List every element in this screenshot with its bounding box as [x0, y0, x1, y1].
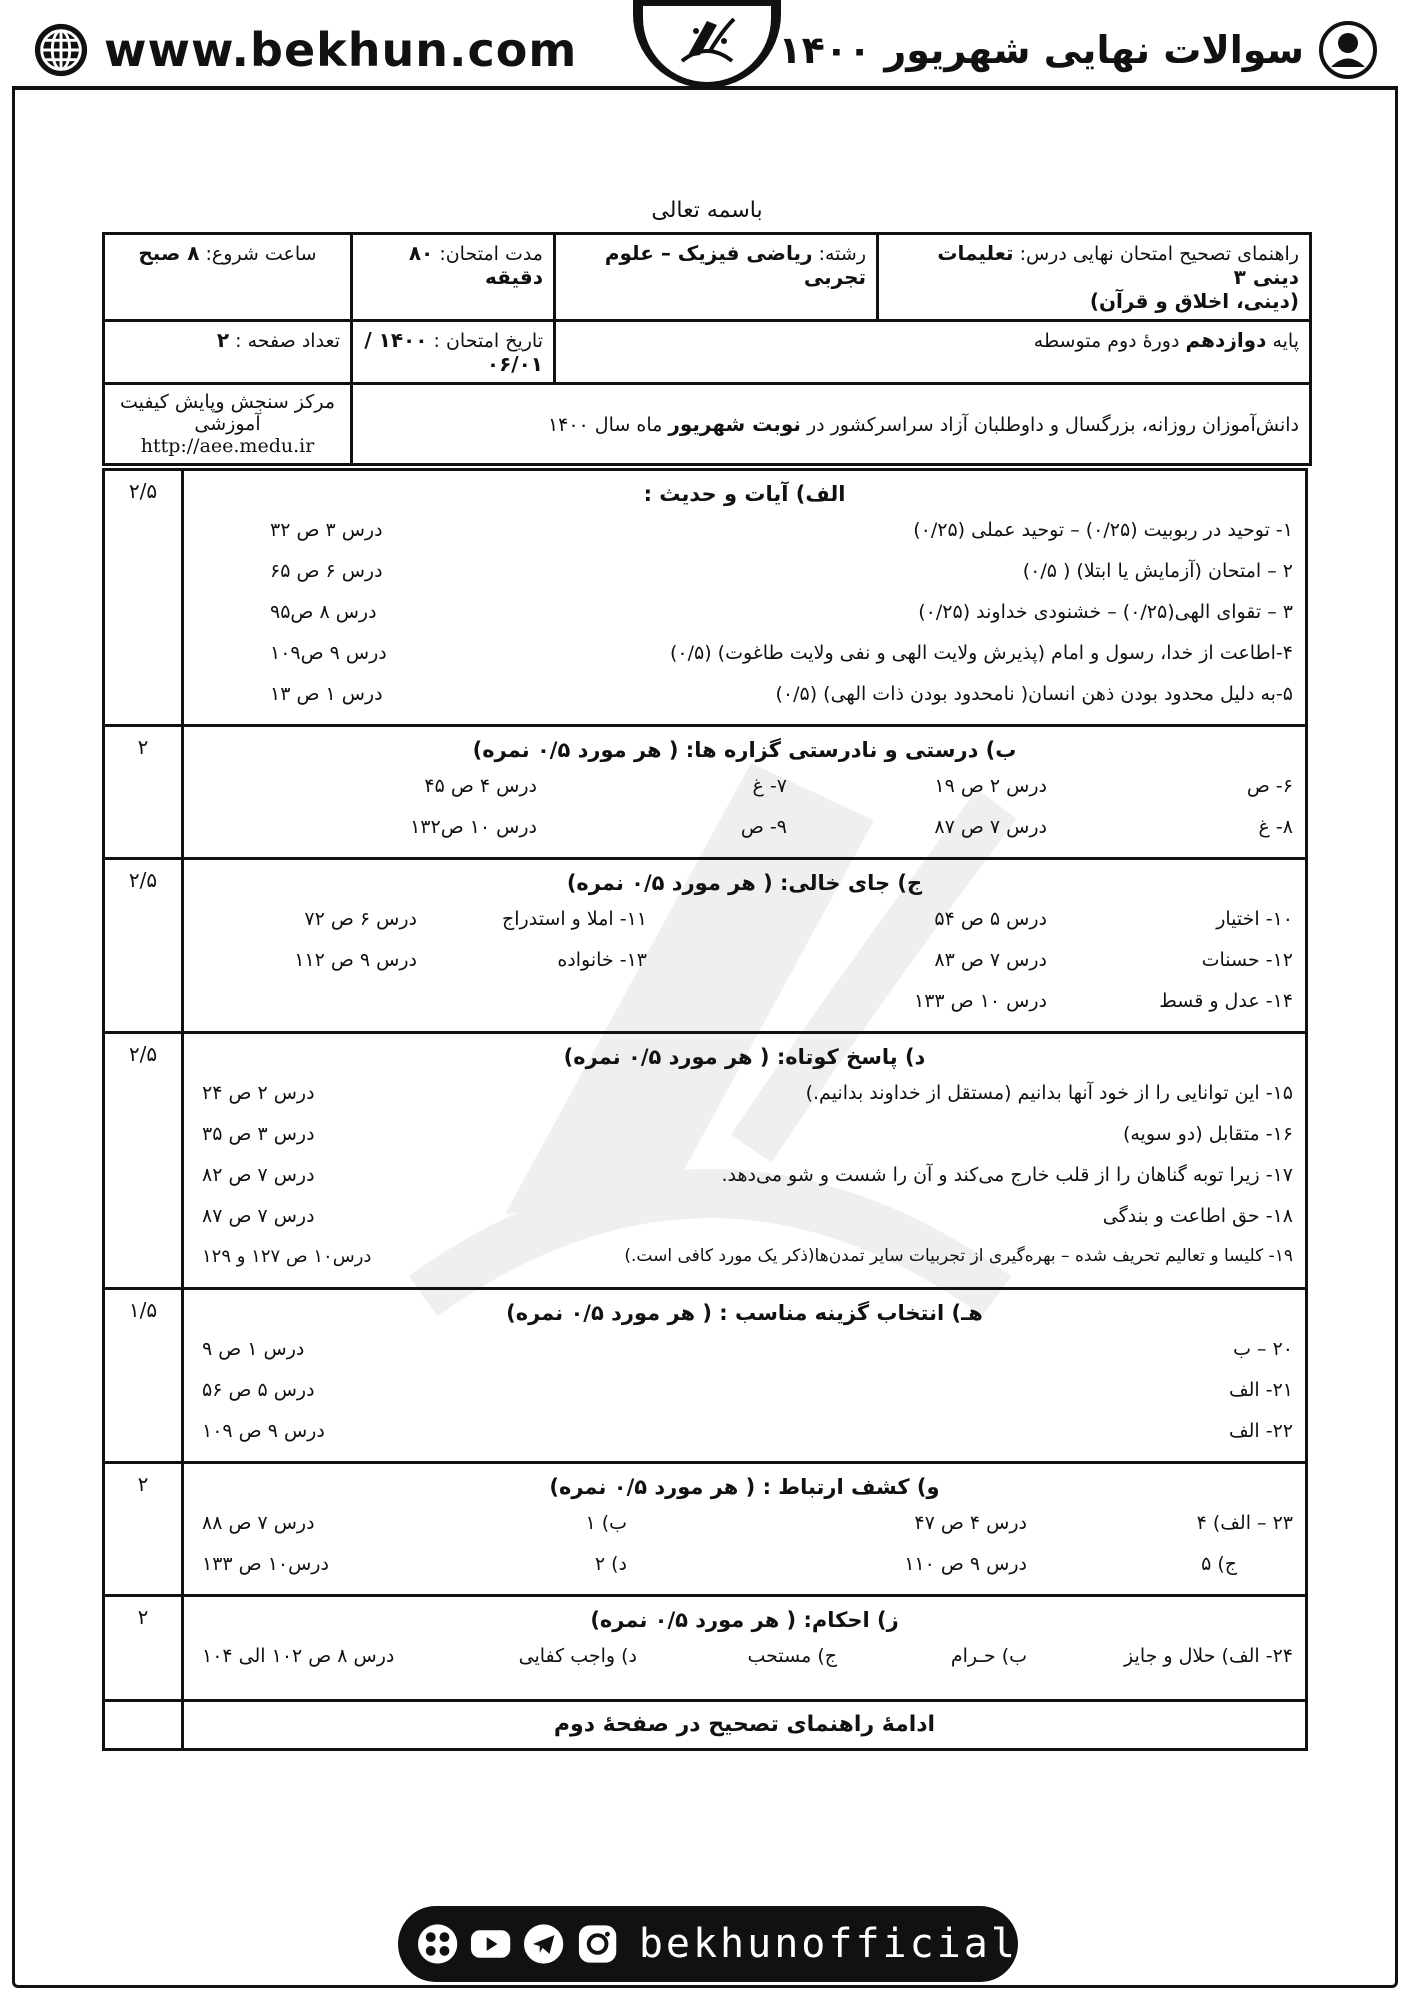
section-a-body [183, 470, 1307, 726]
field-value: ریاضی فیزیک – علوم تجربی [604, 241, 866, 289]
lesson-ref: درس ۴ ص ۴۵ [424, 775, 537, 797]
answer-row [192, 1332, 1297, 1373]
lesson-ref: درس ۱۰ ص۱۳۲ [410, 816, 537, 838]
lesson-ref: درس۱۰ ص ۱۳۳ [202, 1553, 329, 1575]
bismillah: باسمه تعالی [651, 198, 763, 223]
section-a-score: ۲/۵ [104, 470, 183, 726]
section-g-title: ز) احکام: ( هر مورد ۰/۵ نمره) [590, 1608, 899, 1632]
guide-label: راهنمای تصحیح امتحان نهایی درس: [1019, 243, 1299, 265]
duration-label: مدت امتحان: [439, 243, 543, 265]
section-e-title: هـ) انتخاب گزینه مناسب : ( هر مورد ۰/۵ نمره) [506, 1301, 983, 1325]
answer-text: ۹- ص [740, 816, 787, 838]
answer-row [192, 1414, 1297, 1455]
lesson-ref: درس ۷ ص ۸۷ [934, 816, 1047, 838]
answer-text: ب) حـرام [950, 1645, 1027, 1667]
start-cell [104, 234, 352, 321]
section-b-body [183, 726, 1307, 859]
start-label: ساعت شروع: [205, 243, 317, 265]
section-f-title: و) کشف ارتباط : ( هر مورد ۰/۵ نمره) [549, 1475, 940, 1499]
answer-text: ۷- غ [752, 775, 787, 797]
duration-value: ۸۰ دقیقه [408, 241, 543, 289]
section-b-score: ۲ [104, 726, 183, 859]
lesson-ref: درس ۸ ص ۱۰۲ الی ۱۰۴ [202, 1645, 395, 1667]
section-e-body [183, 1289, 1307, 1463]
course-name: تعلیمات دینی ۳ [937, 241, 1299, 289]
answer-row [192, 1547, 1297, 1588]
answer-text: ۲۲- الف [1228, 1420, 1293, 1442]
field-cell [555, 234, 878, 321]
youtube-icon[interactable] [469, 1922, 512, 1966]
answer-row [192, 1158, 1297, 1199]
lesson-ref: درس ۹ ص ۱۱۲ [294, 949, 417, 971]
answer-text: ۴-اطاعت از خدا، رسول و امام (پذیرش ولایت الهی و نفی ولایت طاغوت) (۰/۵) [670, 642, 1293, 664]
pages-label: تعداد صفحه : [235, 330, 340, 352]
lesson-ref: درس ۹ ص۱۰۹ [270, 642, 387, 664]
lesson-ref: درس ۷ ص ۸۲ [202, 1164, 315, 1186]
center-name: مرکز سنجش وپایش کیفیت آموزشی [120, 391, 335, 435]
telegram-icon[interactable] [522, 1922, 565, 1966]
answer-text: ۱۱- املا و استدراج [502, 908, 647, 930]
lesson-ref: درس ۷ ص ۸۸ [202, 1512, 315, 1534]
pages-value: ۲ [216, 328, 230, 352]
lesson-ref: درس ۱۰ ص ۱۳۳ [914, 990, 1047, 1012]
section-d-title: د) پاسخ کوتاه: ( هر مورد ۰/۵ نمره) [563, 1045, 926, 1069]
answer-text: ۱- توحید در ربوبیت (۰/۲۵) – توحید عملی (۰/۲۵) [913, 519, 1293, 541]
section-c-title: ج) جای خالی: ( هر مورد ۰/۵ نمره) [566, 871, 923, 895]
answer-text: ۲۴- الف) حلال و جایز [1124, 1645, 1293, 1667]
section-g-score: ۲ [104, 1596, 183, 1701]
answer-row [192, 1240, 1297, 1281]
answer-text: ۱۰- اختیار [1216, 908, 1293, 930]
section-b-title: ب) درستی و نادرستی گزاره ها: ( هر مورد ۰/۵ نمره) [472, 738, 1017, 762]
section-g [104, 1596, 1307, 1701]
field-label: رشته: [818, 243, 866, 265]
answer-text: ۱۵- این توانایی را از خود آنها بدانیم (مستقل از خداوند بدانیم.) [805, 1082, 1293, 1104]
answer-row [192, 595, 1297, 636]
answer-row [192, 636, 1297, 677]
lesson-ref: درس ۳ ص ۳۲ [270, 519, 383, 541]
answer-text: د) واجب کفایی [518, 1645, 637, 1667]
aparat-icon[interactable] [416, 1922, 459, 1966]
section-e [104, 1289, 1307, 1463]
lesson-ref: درس ۵ ص ۵۴ [934, 908, 1047, 930]
answer-text: ۱۴- عدل و قسط [1159, 990, 1293, 1012]
exam-info-table [102, 232, 1312, 466]
answer-text: ۱۷- زیرا توبه گناهان را از قلب خارج می‌کند و آن را شست و شو می‌دهد. [721, 1164, 1293, 1186]
lesson-ref: درس ۷ ص ۸۳ [934, 949, 1047, 971]
answer-text: ۱۸- حق اطاعت و بندگی [1102, 1205, 1293, 1227]
answer-row [192, 1639, 1297, 1680]
answer-row [192, 1117, 1297, 1158]
header-title [778, 20, 1378, 80]
site-url: www.bekhun.com [104, 23, 578, 77]
section-f-body [183, 1463, 1307, 1596]
social-handle: bekhunofficial [638, 1921, 1018, 1967]
lesson-ref: درس ۲ ص ۱۹ [934, 775, 1047, 797]
grade-cell [555, 321, 1311, 384]
section-f-score: ۲ [104, 1463, 183, 1596]
answer-text: ج) ۵ [1201, 1553, 1237, 1575]
section-a-title: الف) آیات و حدیث : [643, 482, 846, 506]
lesson-ref: درس۱۰ ص ۱۲۷ و ۱۲۹ [202, 1246, 372, 1267]
answer-text: ب) ۱ [585, 1512, 627, 1534]
answer-row [192, 677, 1297, 718]
section-d [104, 1033, 1307, 1289]
center-url[interactable]: http://aee.medu.ir [140, 435, 315, 457]
answer-row [192, 1076, 1297, 1117]
grade-post: دورهٔ دوم متوسطه [1033, 330, 1180, 352]
answer-row [192, 943, 1297, 984]
date-label: تاریخ امتحان : [433, 330, 543, 352]
lesson-ref: درس ۵ ص ۵۶ [202, 1379, 315, 1401]
date-cell [352, 321, 555, 384]
continue-row [104, 1701, 1307, 1750]
answer-row [192, 769, 1297, 810]
answer-text: ۲۰ – ب [1233, 1338, 1293, 1360]
section-b [104, 726, 1307, 859]
section-c-score: ۲/۵ [104, 859, 183, 1033]
answer-row [192, 902, 1297, 943]
answer-text: ۸- غ [1258, 816, 1293, 838]
students-pre: دانش‌آموزان روزانه، بزرگسال و داوطلبان آزاد سراسرکشور در [806, 414, 1299, 436]
section-e-score: ۱/۵ [104, 1289, 183, 1463]
answer-text: د) ۲ [594, 1553, 627, 1575]
lesson-ref: درس ۶ ص ۷۲ [304, 908, 417, 930]
lesson-ref: درس ۴ ص ۴۷ [914, 1512, 1027, 1534]
answer-text: ۳ – تقوای الهی(۰/۲۵) – خشنودی خداوند (۰/۲۵) [918, 601, 1293, 623]
answer-text: ۲۱- الف [1228, 1379, 1293, 1401]
site-link[interactable] [32, 20, 577, 80]
section-a [104, 470, 1307, 726]
answer-text: ۲ – امتحان (آزمایش یا ابتلا) ( ۰/۵) [1022, 560, 1293, 582]
lesson-ref: درس ۱ ص ۱۳ [270, 683, 383, 705]
answer-text: ۱۶- متقابل (دو سویه) [1122, 1123, 1293, 1145]
answer-row [192, 1199, 1297, 1240]
answer-text: ۱۳- خانواده [557, 949, 647, 971]
book-logo-icon [662, 11, 752, 77]
section-c-body [183, 859, 1307, 1033]
user-icon [1318, 20, 1378, 80]
lesson-ref: درس ۹ ص ۱۱۰ [904, 1553, 1027, 1575]
lesson-ref: درس ۱ ص ۹ [202, 1338, 305, 1360]
lesson-ref: درس ۶ ص ۶۵ [270, 560, 383, 582]
continue-note: ادامهٔ راهنمای تصحیح در صفحهٔ دوم [183, 1701, 1307, 1750]
globe-icon [32, 21, 90, 79]
answer-text: ۶- ص [1246, 775, 1293, 797]
pages-cell [104, 321, 352, 384]
section-d-score: ۲/۵ [104, 1033, 183, 1289]
lesson-ref: درس ۹ ص ۱۰۹ [202, 1420, 325, 1442]
answer-row [192, 1506, 1297, 1547]
lesson-ref: درس ۸ ص۹۵ [270, 601, 377, 623]
start-value: ۸ صبح [138, 241, 200, 265]
lesson-ref: درس ۲ ص ۲۴ [202, 1082, 315, 1104]
grade-pre: پایه [1272, 330, 1299, 352]
answer-text: ۵-به دلیل محدود بودن ذهن انسان( نامحدود بودن ذات الهی) (۰/۵) [775, 683, 1293, 705]
answer-row [192, 513, 1297, 554]
section-f [104, 1463, 1307, 1596]
header-title-text: سوالات نهایی شهریور ۱۴۰۰ [778, 28, 1304, 72]
students-bold: نوبت شهریور [668, 412, 801, 436]
students-cell [352, 384, 1311, 465]
answer-text: ۱۹- کلیسا و تعالیم تحریف شده – بهره‌گیری از تجربیات سایر تمدن‌ها(ذکر یک مورد کافی است.) [624, 1246, 1293, 1266]
section-g-body [183, 1596, 1307, 1701]
answer-text: ۲۳ – الف) ۴ [1196, 1512, 1293, 1534]
grade-value: دوازدهم [1185, 328, 1267, 352]
duration-cell [352, 234, 555, 321]
answer-text: ج) مستحب [747, 1645, 837, 1667]
course-cell [878, 234, 1311, 321]
social-bar[interactable] [398, 1906, 1018, 1982]
center-cell [104, 384, 352, 465]
students-post: ماه سال ۱۴۰۰ [547, 414, 663, 436]
answer-row [192, 1373, 1297, 1414]
empty-score [104, 1701, 183, 1750]
date-value: ۱۴۰۰ /۰۶/۰۱ [364, 328, 543, 376]
lesson-ref: درس ۳ ص ۳۵ [202, 1123, 315, 1145]
section-c [104, 859, 1307, 1033]
answer-table [102, 468, 1308, 1751]
course-sub: (دینی، اخلاق و قرآن) [1089, 289, 1299, 313]
answer-row [192, 810, 1297, 851]
section-d-body [183, 1033, 1307, 1289]
instagram-icon[interactable] [576, 1922, 619, 1966]
answer-row [192, 984, 1297, 1025]
answer-row [192, 554, 1297, 595]
lesson-ref: درس ۷ ص ۸۷ [202, 1205, 315, 1227]
answer-text: ۱۲- حسنات [1201, 949, 1293, 971]
